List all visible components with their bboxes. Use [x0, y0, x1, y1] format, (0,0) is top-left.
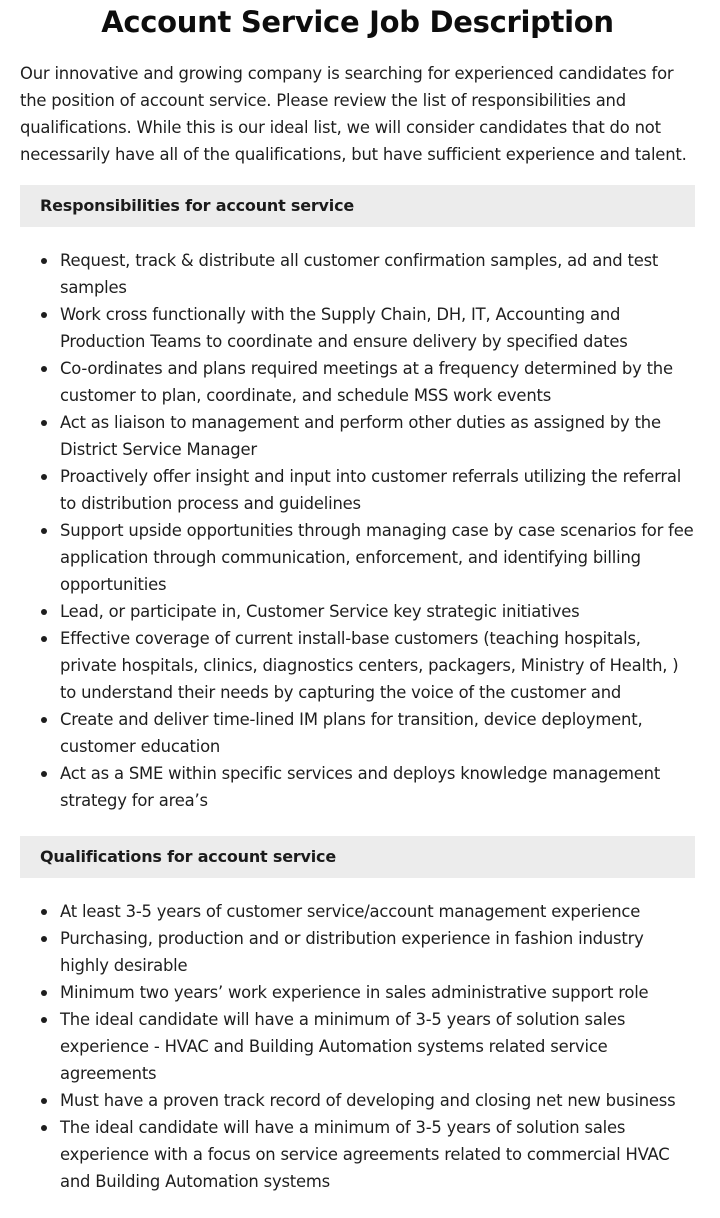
list-item: Act as liaison to management and perform other duties as assigned by the District Service Manager [20, 409, 695, 463]
list-item: Effective coverage of current install-base customers (teaching hospitals, private hospitals, clinics, diagnostics centers, packagers, Ministry of Health, ) to understand their needs by capturing the voice of the customer and [20, 625, 695, 706]
responsibilities-list [20, 247, 695, 814]
list-item: Work cross functionally with the Supply Chain, DH, IT, Accounting and Production Teams to coordinate and ensure delivery by specified dates [20, 301, 695, 355]
qualifications-list [20, 898, 695, 1195]
page-title: Account Service Job Description [101, 5, 614, 39]
list-item: Support upside opportunities through managing case by case scenarios for fee application through communication, enforcement, and identifying billing opportunities [20, 517, 695, 598]
section-spacer [20, 814, 695, 819]
intro-paragraph: Our innovative and growing company is searching for experienced candidates for the position of account service. Please review the list of responsibilities and qualifications. While this is our ideal list, we will consider candidates that do not necessarily have all of the qualifications, but have sufficient experience and talent. [20, 64, 687, 164]
list-item: Co-ordinates and plans required meetings at a frequency determined by the customer to plan, coordinate, and schedule MSS work events [20, 355, 695, 409]
job-description-page [20, 0, 695, 1195]
list-item: Lead, or participate in, Customer Service key strategic initiatives [20, 598, 695, 625]
list-item: Act as a SME within specific services and deploys knowledge management strategy for area’s [20, 760, 695, 814]
list-item: Must have a proven track record of developing and closing net new business [20, 1087, 695, 1114]
list-item: Proactively offer insight and input into customer referrals utilizing the referral to distribution process and guidelines [20, 463, 695, 517]
qualifications-heading: Qualifications for account service [20, 836, 695, 878]
list-item: Minimum two years’ work experience in sales administrative support role [20, 979, 695, 1006]
list-item: At least 3-5 years of customer service/account management experience [20, 898, 695, 925]
list-item: Purchasing, production and or distribution experience in fashion industry highly desirable [20, 925, 695, 979]
list-item: The ideal candidate will have a minimum of 3-5 years of solution sales experience with a focus on service agreements related to commercial HVAC and Building Automation systems [20, 1114, 695, 1195]
list-item: Create and deliver time-lined IM plans for transition, device deployment, customer education [20, 706, 695, 760]
list-item: The ideal candidate will have a minimum of 3-5 years of solution sales experience - HVAC and Building Automation systems related service agreements [20, 1006, 695, 1087]
list-item: Request, track & distribute all customer confirmation samples, ad and test samples [20, 247, 695, 301]
responsibilities-heading: Responsibilities for account service [20, 185, 695, 227]
